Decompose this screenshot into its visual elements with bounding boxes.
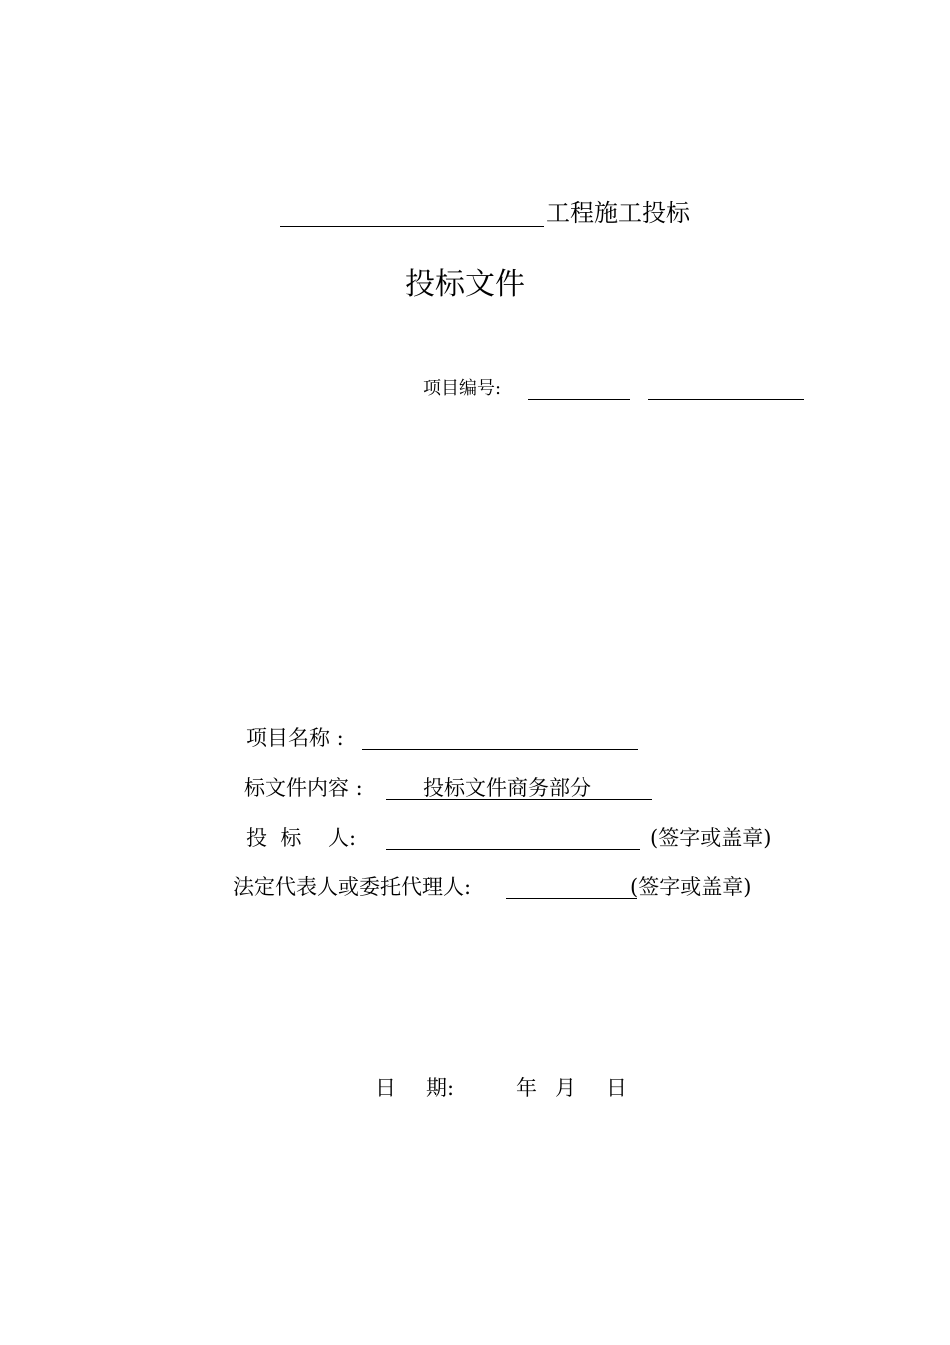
date-day-unit: 日 — [606, 1076, 627, 1100]
bidder-label: 投 标 人: — [246, 826, 357, 850]
project-name-field-line — [362, 749, 638, 750]
project-number-label: 项目编号: — [423, 378, 502, 399]
content-field-line — [386, 799, 652, 800]
bidder-field-line — [386, 849, 640, 850]
representative-field-line — [506, 898, 637, 899]
content-label: 标文件内容 : — [244, 776, 363, 800]
date-year-unit: 年 — [516, 1076, 537, 1100]
project-number-blank-line — [528, 399, 630, 400]
project-name-label: 项目名称 : — [246, 726, 344, 750]
project-name-blank-line — [280, 226, 544, 227]
representative-label: 法定代表人或委托代理人: — [233, 875, 472, 899]
date-label-first-char: 日 — [375, 1076, 396, 1100]
date-month-unit: 月 — [555, 1076, 576, 1100]
project-number-blank-line-2 — [648, 399, 804, 400]
document-title: 投标文件 — [405, 267, 525, 302]
date-label-second-char: 期: — [426, 1076, 455, 1100]
title-suffix: 工程施工投标 — [546, 199, 690, 227]
representative-signature-note: (签字或盖章) — [630, 875, 752, 899]
content-value: 投标文件商务部分 — [423, 776, 591, 800]
bidder-signature-note: (签字或盖章) — [650, 826, 772, 850]
